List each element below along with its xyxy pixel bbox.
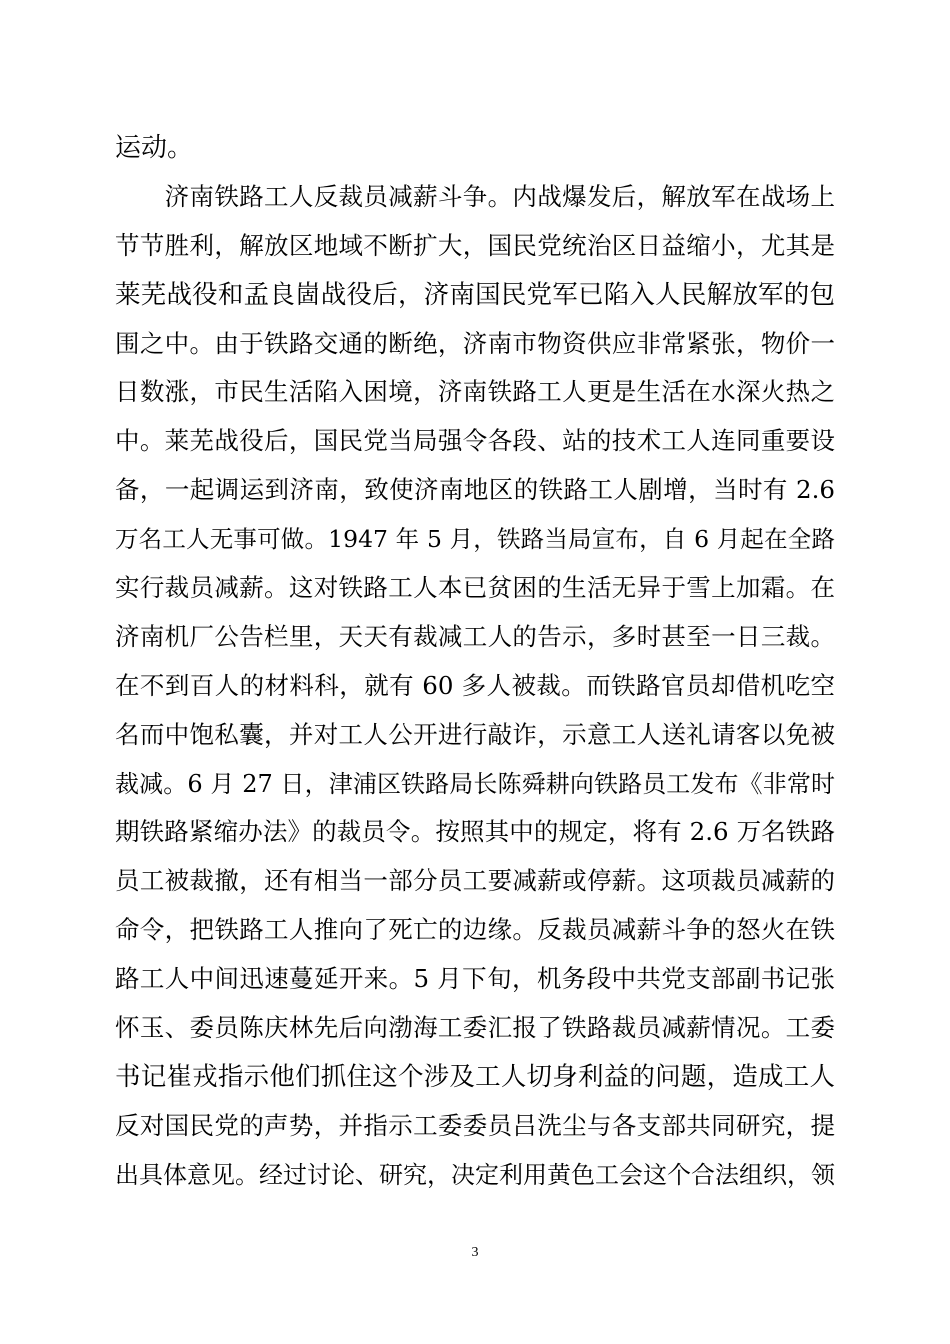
text-line: 书记崔戎指示他们抓住这个涉及工人切身利益的问题，造成工人: [115, 1061, 835, 1092]
text-line: 节节胜利，解放区地域不断扩大，国民党统治区日益缩小，尤其是: [115, 230, 835, 260]
text-line: 期铁路紧缩办法》的裁员令。按照其中的规定，将有 2.6 万名铁路: [115, 817, 835, 847]
text-line: 中。莱芜战役后，国民党当局强令各段、站的技术工人连同重要设: [115, 426, 835, 456]
body-text: [115, 124, 835, 1200]
text-line: 备，一起调运到济南，致使济南地区的铁路工人剧增，当时有 2.6: [115, 475, 835, 505]
text-line: 裁减。6 月 27 日，津浦区铁路局长陈舜耕向铁路员工发布《非常时: [115, 769, 835, 798]
text-line: 在不到百人的材料科，就有 60 多人被裁。而铁路官员却借机吃空: [115, 670, 835, 700]
text-line: 员工被裁撤，还有相当一部分员工要减薪或停薪。这项裁员减薪的: [115, 866, 835, 896]
text-line: 怀玉、委员陈庆林先后向渤海工委汇报了铁路裁员减薪情况。工委: [115, 1013, 835, 1043]
text-line: 名而中饱私囊，并对工人公开进行敲诈，示意工人送礼请客以免被: [115, 719, 835, 749]
text-line: 围之中。由于铁路交通的断绝，济南市物资供应非常紧张，物价一: [115, 328, 835, 358]
text-line: 济南机厂公告栏里，天天有裁减工人的告示，多时甚至一日三裁。: [115, 621, 835, 651]
text-line: 命令，把铁路工人推向了死亡的边缘。反裁员减薪斗争的怒火在铁: [115, 915, 835, 945]
text-line: 济南铁路工人反裁员减薪斗争。内战爆发后，解放军在战场上: [115, 181, 835, 211]
text-line: 路工人中间迅速蔓延开来。5 月下旬，机务段中共党支部副书记张: [115, 964, 835, 994]
text-line: 万名工人无事可做。1947 年 5 月，铁路当局宣布，自 6 月起在全路: [115, 525, 835, 554]
text-line: 出具体意见。经过讨论、研究，决定利用黄色工会这个合法组织，领: [115, 1160, 835, 1189]
page-number: 3: [471, 1245, 479, 1260]
text-line: 日数涨，市民生活陷入困境，济南铁路工人更是生活在水深火热之: [115, 377, 835, 407]
text-line: 莱芜战役和孟良崮战役后，济南国民党军已陷入人民解放军的包: [115, 279, 835, 310]
text-line: 反对国民党的声势，并指示工委委员吕洗尘与各支部共同研究，提: [115, 1110, 835, 1140]
text-line: 运动。: [115, 133, 194, 163]
text-line: 实行裁员减薪。这对铁路工人本已贫困的生活无异于雪上加霜。在: [115, 573, 835, 603]
